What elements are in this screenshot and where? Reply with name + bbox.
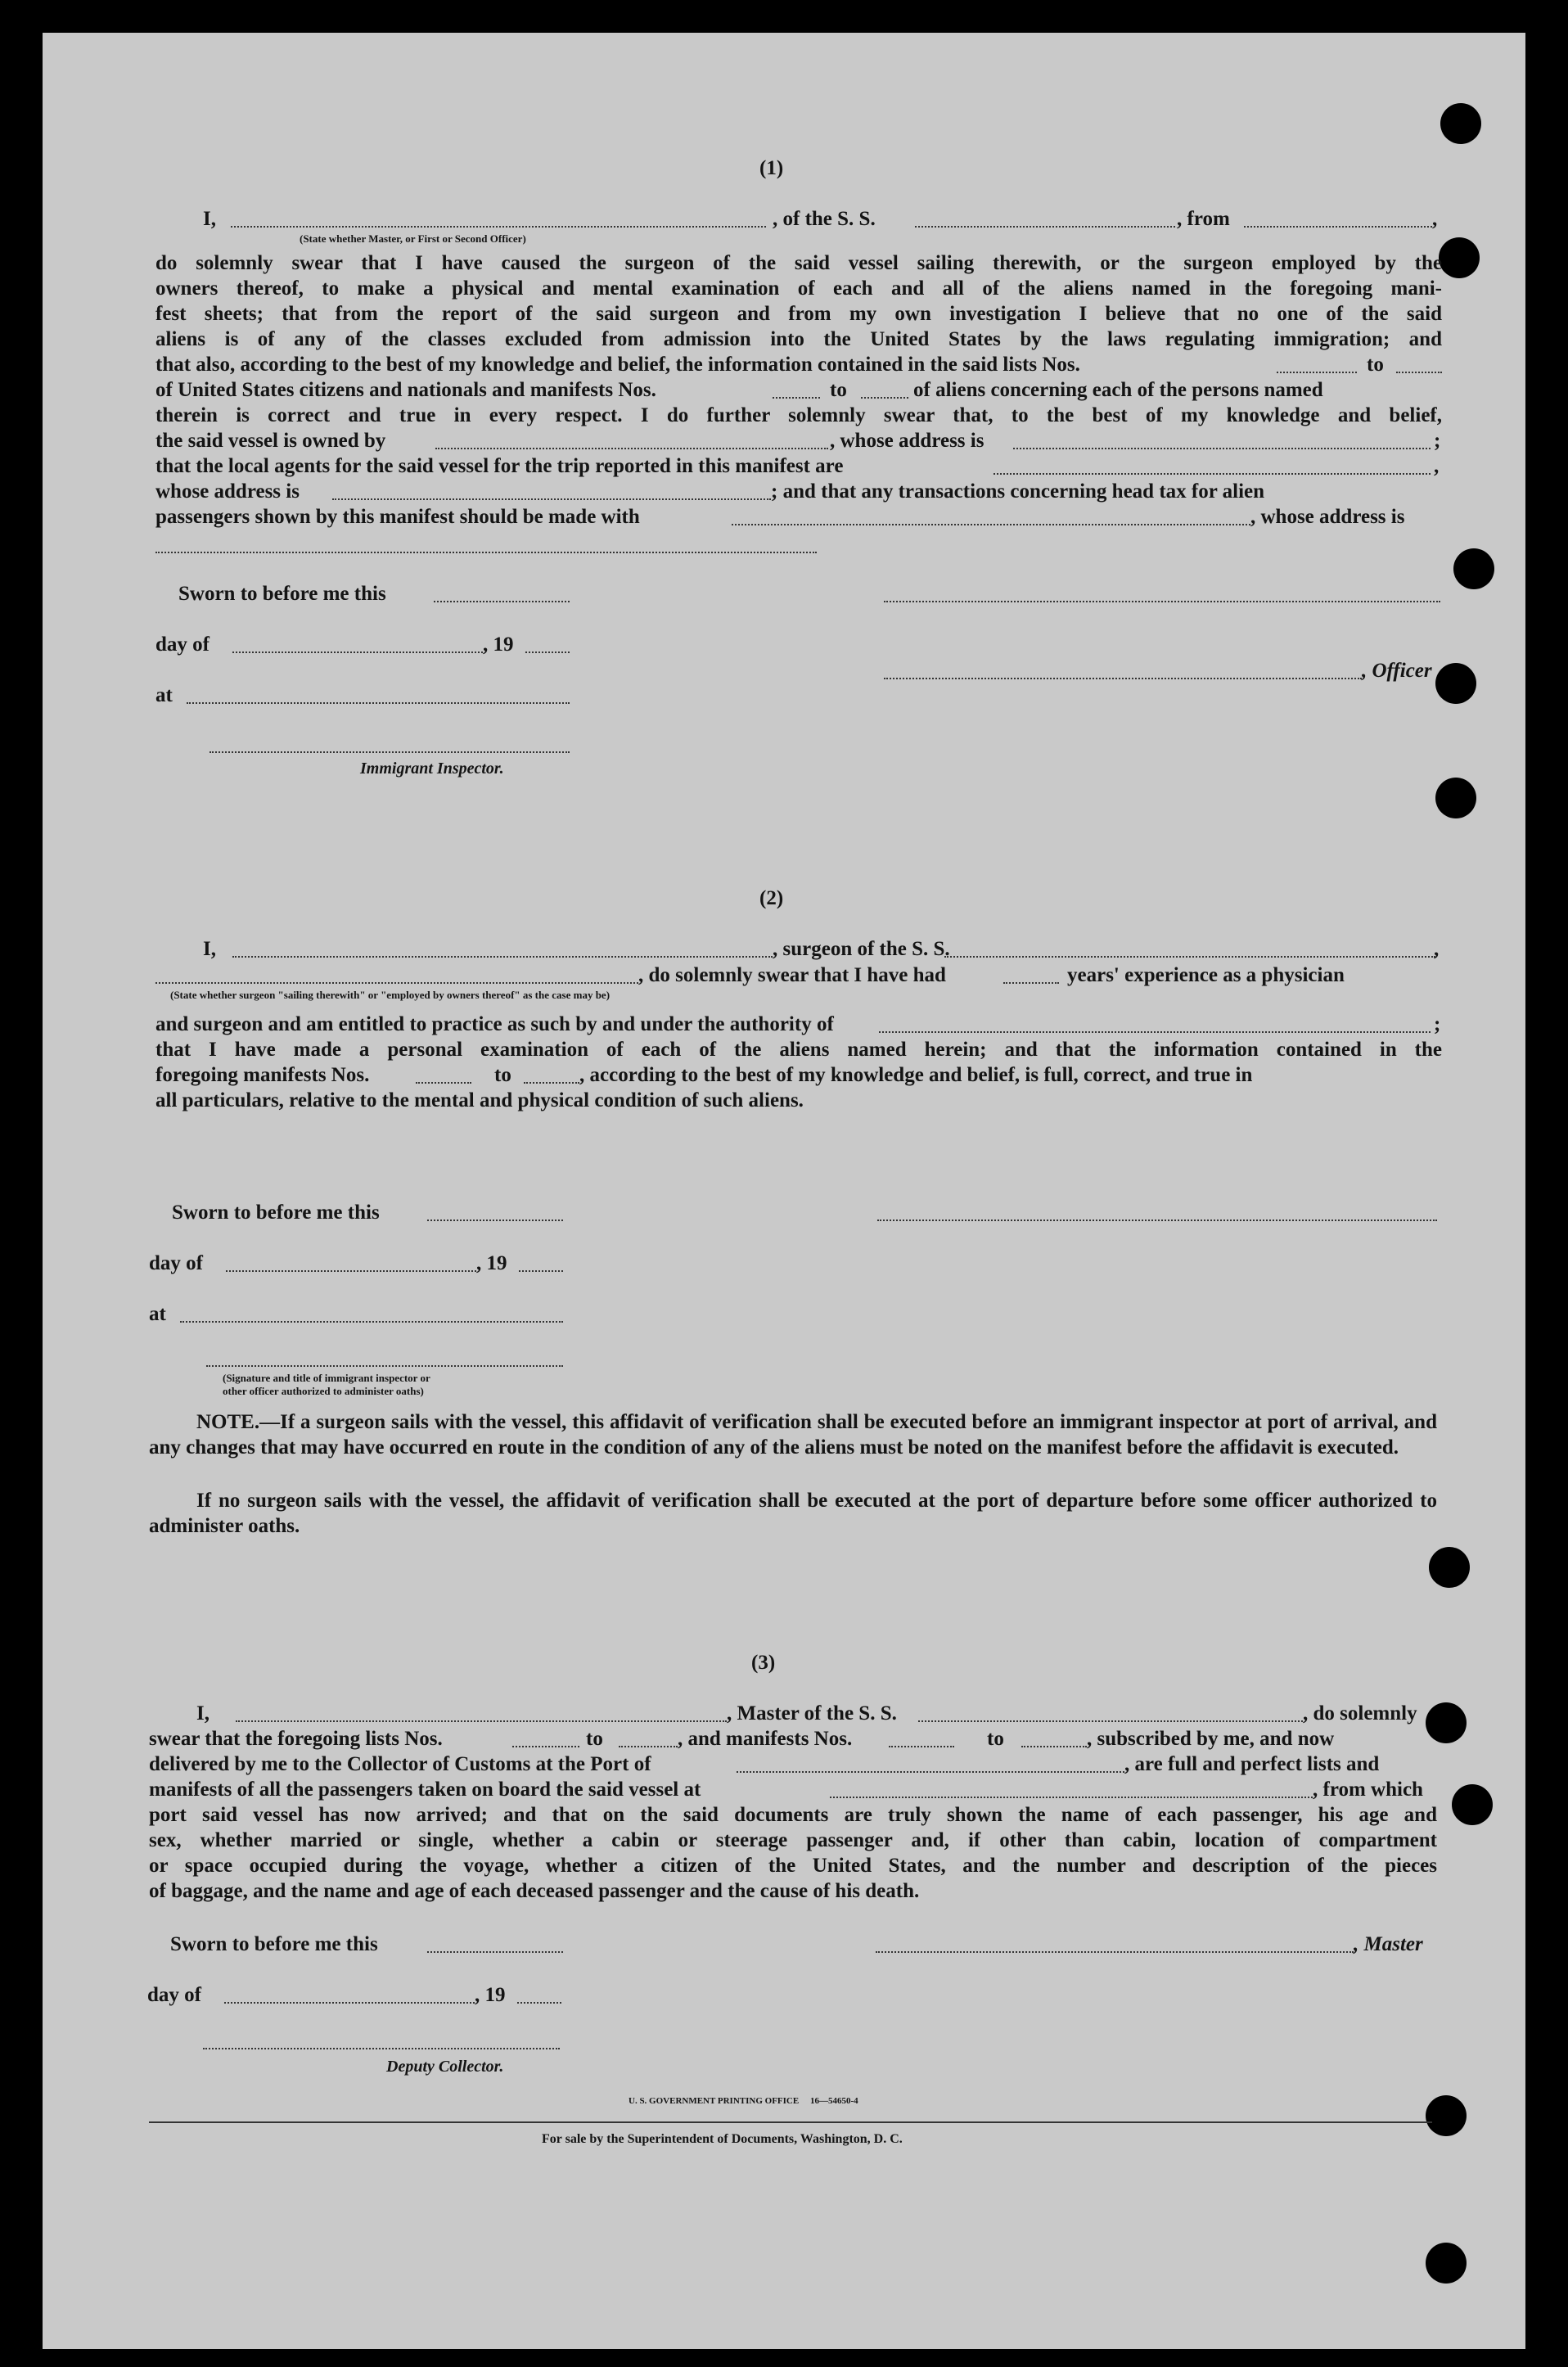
binder-hole [1426,2095,1467,2136]
oath-line: of aliens concerning each of the persons named [913,379,1323,401]
comma: , [1432,208,1438,230]
authority-field[interactable] [879,1031,1431,1033]
month-field[interactable] [224,2002,475,2004]
to-label: to [830,379,847,401]
oath-line: sex, whether married or single, whether a cabin or steerage passenger and, if other than cabin, location of compartment [149,1829,1437,1851]
collector-label: Deputy Collector. [386,2058,504,2076]
vessel-name-field[interactable] [944,956,1435,958]
oath-line: of baggage, and the name and age of each deceased passenger and the cause of his death. [149,1880,920,1902]
lists-from-field[interactable] [512,1746,579,1747]
section1-from: , from [1177,208,1230,230]
oath-line: or space occupied during the voyage, whether a citizen of the United States, and the number and description of the pieces [149,1855,1437,1877]
at-label: at [149,1303,166,1325]
owner-field[interactable] [435,448,828,449]
binder-hole [1439,237,1480,278]
oath-line: aliens is of any of the classes excluded from admission into the United States by the laws regulating immigration; and [155,328,1442,350]
year-label: , 19 [483,633,514,656]
binder-hole [1440,103,1481,144]
oath-line: , do solemnly swear that I have had [638,964,946,986]
officer-label: , Officer [1362,660,1432,682]
master-of-ss-label: , Master of the S. S. [727,1702,897,1725]
oath-line: , subscribed by me, and now [1087,1728,1335,1750]
oath-line: therein is correct and true in every respect. I do further solemnly swear that, to the best of my knowledge and belief, [155,404,1442,426]
oath-line: foregoing manifests Nos. [155,1064,370,1086]
oath-line: passengers shown by this manifest should be made with [155,506,640,528]
oath-line: , and manifests Nos. [678,1728,853,1750]
section1-i: I, [203,208,216,230]
binder-hole [1435,778,1476,818]
note-paragraph: NOTE.—If a surgeon sails with the vessel, this affidavit of verification shall be executed before an immigrant inspector at port of arrival, and any changes that may have occurred en route in the condition of any of the aliens must be noted on the manifest before the affidavit is executed. [149,1411,1437,1459]
from-port-field[interactable] [1244,226,1432,228]
manifests-from-field[interactable] [416,1082,471,1084]
oath-line: , according to the best of my knowledge and belief, is full, correct, and true in [579,1064,1253,1086]
binder-hole [1426,1702,1467,1743]
surgeon-name-field[interactable] [232,956,773,958]
sworn-date-field[interactable] [427,1220,563,1221]
inspector-signature-field[interactable] [210,751,570,753]
whose-address-label: , whose address is [830,430,985,452]
oath-line: owners thereof, to make a physical and mental examination of each and all of the aliens named in the foregoing mani- [155,277,1442,300]
month-field[interactable] [232,651,483,653]
inspector-label: Immigrant Inspector. [360,760,504,778]
oath-line: ; and that any transactions concerning head tax for alien [771,480,1265,503]
note-paragraph: If no surgeon sails with the vessel, the affidavit of verification shall be executed at the port of departure before some officer authorized to administer oaths. [149,1490,1437,1537]
agents-address-field[interactable] [332,498,771,500]
oath-line: that the local agents for the said vessel for the trip reported in this manifest are [155,455,844,477]
year-field[interactable] [519,1270,563,1272]
collector-signature-field[interactable] [203,2048,560,2049]
year-label: , 19 [475,1984,506,2006]
signature-note: (Signature and title of immigrant inspector or [223,1372,430,1384]
binder-hole [1429,1547,1470,1588]
owner-address-field[interactable] [1013,448,1431,449]
footer-rule [149,2121,1432,2123]
lists-from-field[interactable] [1277,372,1357,373]
master-signature-field[interactable] [876,1951,1354,1953]
oath-line: of United States citizens and nationals and manifests Nos. [155,379,656,401]
to-label: to [494,1064,511,1086]
oath-line: and surgeon and am entitled to practice as such by and under the authority of [155,1013,834,1035]
to-label: to [586,1728,603,1750]
oath-line: that I have made a personal examination of each of the aliens named herein; and that the information contained in the [155,1039,1442,1061]
sworn-label: Sworn to before me this [170,1933,378,1955]
oath-line: that also, according to the best of my knowledge and belief, the information contained in the said lists Nos. [155,354,1080,376]
oath-line: whose address is [155,480,300,503]
oath-line: do solemnly swear that I have caused the surgeon of the said vessel sailing therewith, or the surgeon employed by the [155,252,1442,274]
section1-of-ss: , of the S. S. [773,208,876,230]
binder-hole [1452,1784,1493,1825]
oath-line: , are full and perfect lists and [1124,1753,1380,1775]
oath-line: , do solemnly [1303,1702,1417,1725]
oath-line: port said vessel has now arrived; and that on the said documents are truly shown the name of each passenger, his age and [149,1804,1437,1826]
lists-to-field[interactable] [1396,372,1442,373]
surgeon-status-note: (State whether surgeon "sailing therewith" or "employed by owners thereof" as the case may be) [170,989,611,1001]
surgeon-signature-field[interactable] [877,1220,1437,1221]
years-experience-field[interactable] [1003,982,1059,984]
oath-line: all particulars, relative to the mental and physical condition of such aliens. [155,1089,804,1111]
semicolon: ; [1434,1013,1441,1035]
binder-hole [1426,2243,1467,2284]
at-label: at [155,684,173,706]
administrator-signature-field[interactable] [206,1365,563,1367]
printing-office-line: U. S. GOVERNMENT PRINTING OFFICE 16—54650-4 [629,2096,858,2106]
head-tax-address-field[interactable] [155,552,817,553]
binder-hole [1435,663,1476,704]
signature-note: other officer authorized to administer oaths) [223,1385,424,1397]
day-of-label: day of [147,1984,201,2006]
surgeon-status-field[interactable] [155,982,638,984]
manifests-to-field[interactable] [861,397,908,399]
port-field[interactable] [737,1771,1124,1773]
section-number: (1) [759,157,784,179]
section3-i: I, [196,1702,210,1725]
sworn-label: Sworn to before me this [172,1202,380,1224]
to-label: to [1367,354,1384,376]
section2-i: I, [203,938,216,960]
oath-line: the said vessel is owned by [155,430,386,452]
whose-address-label: , whose address is [1250,506,1405,528]
for-sale-line: For sale by the Superintendent of Documents, Washington, D. C. [542,2132,903,2146]
comma: , [1434,455,1440,477]
semicolon: ; [1434,430,1441,452]
form-sheet [43,33,1525,2349]
master-name-field[interactable] [236,1720,727,1722]
head-tax-party-field[interactable] [732,524,1250,525]
year-field[interactable] [525,651,570,653]
master-role-note: (State whether Master, or First or Second Officer) [300,232,526,245]
month-field[interactable] [226,1270,476,1272]
oath-line: fest sheets; that from the report of the said surgeon and from my own investigation I believe that no one of the said [155,303,1442,325]
manifests-to-field[interactable] [524,1082,579,1084]
to-label: to [987,1728,1004,1750]
sworn-date-field[interactable] [427,1951,563,1953]
day-of-label: day of [155,633,210,656]
year-label: , 19 [476,1252,507,1274]
manifests-from-field[interactable] [773,397,820,399]
place-field[interactable] [180,1321,563,1323]
vessel-name-field[interactable] [915,226,1175,228]
embarkation-port-field[interactable] [830,1797,1313,1798]
manifests-to-field[interactable] [1021,1746,1087,1747]
vessel-name-field[interactable] [918,1720,1303,1722]
oath-line: years' experience as a physician [1067,964,1345,986]
place-field[interactable] [187,702,570,704]
year-field[interactable] [517,2002,561,2004]
manifests-from-field[interactable] [889,1746,954,1747]
oath-line: delivered by me to the Collector of Customs at the Port of [149,1753,651,1775]
section-number: (2) [759,887,784,909]
section-number: (3) [751,1652,776,1674]
master-label: , Master [1354,1933,1423,1955]
sworn-date-field[interactable] [434,601,570,602]
comma: , [1434,938,1440,960]
lists-to-field[interactable] [619,1746,678,1747]
oath-line: , from which [1313,1779,1423,1801]
surgeon-of-ss-label: , surgeon of the S. S. [773,938,950,960]
binder-hole [1453,548,1494,589]
sworn-label: Sworn to before me this [178,583,386,605]
officer-title-field[interactable] [884,678,1362,679]
agents-field[interactable] [994,473,1431,475]
oath-line: manifests of all the passengers taken on board the said vessel at [149,1779,701,1801]
master-name-field[interactable] [231,226,766,228]
day-of-label: day of [149,1252,203,1274]
officer-signature-field[interactable] [884,601,1440,602]
oath-line: swear that the foregoing lists Nos. [149,1728,443,1750]
